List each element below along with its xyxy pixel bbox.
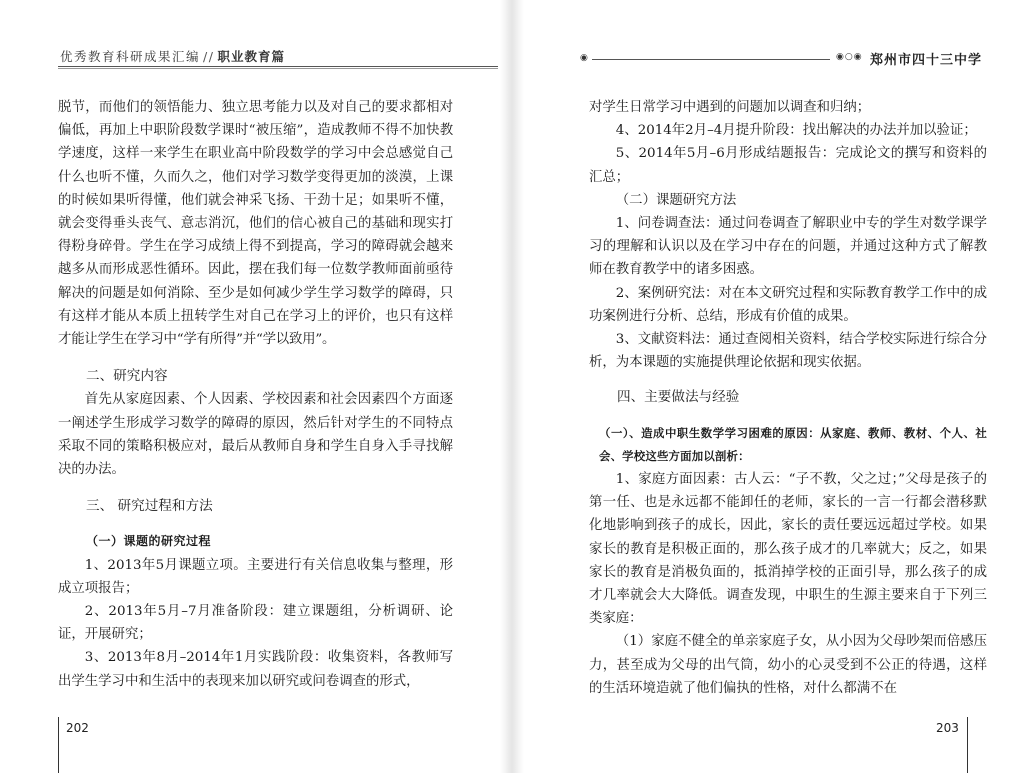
right-body-text — [589, 96, 987, 700]
subheading-causes: （一）、造成中职生数学学习困难的原因：从家庭、教师、教材、个人、社会、学校这些方面加以剖析： — [599, 425, 987, 463]
book-title: 优秀教育科研成果汇编 — [60, 49, 201, 64]
right-page — [512, 0, 1024, 773]
paragraph: 脱节，而他们的领悟能力、独立思考能力以及对自己的要求都相对偏低，再加上中职阶段数学课时“被压缩”，造成教师不得不加快教学速度，这样一来学生在职业高中阶段数学的学习中会总感觉自己什么也听不懂，久而久之，他们对学习数学变得更加的淡漠，上课的时候如果听得懂，他们就会神采飞扬、干劲十足；如果听不懂，就会变得垂头丧气、意志消沉，他们的信心被自己的基础和现实打得粉身碎骨。学生在学习成绩上得不到提高，学习的障碍就会越来越多从而形成恶性循环。因此，摆在我们每一位数学教师面前亟待解决的问题是如何消除、至少是如何减少学生学习数学的障碍，只有这样才能从本质上扭转学生对自己在学习上的评价，也只有这样才能让学生在学习中“学有所得”并“学以致用”。 — [58, 100, 453, 348]
left-body-text — [58, 96, 453, 693]
list-item: 1、2013年5月课题立项。主要进行有关信息收集与整理，形成立项报告； — [58, 557, 453, 596]
list-item: 3、文献资料法：通过查阅相关资料，结合学校实际进行综合分析，为本课题的实施提供理论依据和现实依据。 — [589, 332, 987, 371]
paragraph: 首先从家庭因素、个人因素、学校因素和社会因素四个方面逐一阐述学生形成学习数学的障碍的原因，然后针对学生的不同特点采取不同的策略积极应对，最后从教师自身和学生自身入手寻找解决的办法。 — [58, 392, 453, 478]
list-item: 2、案例研究法：对在本文研究过程和实际教育教学工作中的成功案例进行分析、总结，形成有价值的成果。 — [589, 285, 987, 324]
paragraph: （1）家庭不健全的单亲家庭子女，从小因为父母吵架而倍感压力，甚至成为父母的出气筒，幼小的心灵受到不公正的待遇，这样的生活环境造就了他们偏执的性格，对什么都满不在 — [589, 634, 987, 696]
paragraph: 1、家庭方面因素：古人云：“子不教，父之过；”父母是孩子的第一任、也是永远都不能卸任的老师，家长的一言一行都会潜移默化地影响到孩子的成长，因此，家长的责任要远远超过学校。如果家长的教育是积极正面的，那么孩子成才的几率就大；反之，如果家长的教育是消极负面的，抵消掉学校的正面引导，那么孩子的成才几率就会大大降低。调查发现，中职生的生源主要来自于下列三类家庭： — [589, 472, 987, 627]
school-name: 郑州市四十三中学 — [870, 53, 983, 68]
list-item: 3、2013年8月–2014年1月实践阶段：收集资料，各教师写出学生学习中和生活中的表现来加以研究或问卷调查的形式， — [58, 650, 453, 689]
header-separator: // — [203, 49, 215, 64]
paragraph: 对学生日常学习中遇到的问题加以调查和归纳； — [589, 100, 871, 115]
header-bullet-icon: ◉ — [580, 53, 588, 63]
heading-research-process: 三、 研究过程和方法 — [86, 498, 213, 515]
list-item: 4、2014年2月–4月提升阶段：找出解决的办法并加以验证； — [615, 123, 977, 139]
list-item: 1、问卷调查法：通过问卷调查了解职业中专的学生对数学课学习的理解和认识以及在学习中存在的问题，并通过这种方式了解教师在教育教学中的诸多困惑。 — [589, 216, 987, 278]
page-number: 202 — [66, 721, 89, 735]
subheading-research-methods: （二）课题研究方法 — [615, 192, 737, 208]
page-number: 203 — [936, 721, 959, 735]
heading-research-content: 二、研究内容 — [86, 368, 168, 385]
header-rule — [592, 59, 830, 60]
header-rule — [58, 66, 498, 67]
section-title: 职业教育篇 — [217, 49, 285, 64]
header-rule-thin — [58, 68, 498, 69]
list-item: 5、2014年5月–6月形成结题报告：完成论文的撰写和资料的汇总； — [589, 146, 987, 185]
heading-main-practice: 四、主要做法与经验 — [617, 389, 740, 406]
footer-rule — [58, 717, 59, 773]
subheading-research-process: （一）课题的研究过程 — [86, 534, 212, 549]
list-item: 2、2013年5月–7月准备阶段：建立课题组，分析调研、论证，开展研究； — [58, 604, 453, 643]
footer-rule — [967, 717, 968, 773]
header-ornament-icon: ◉○◉ — [836, 52, 863, 62]
left-running-header — [60, 47, 285, 65]
